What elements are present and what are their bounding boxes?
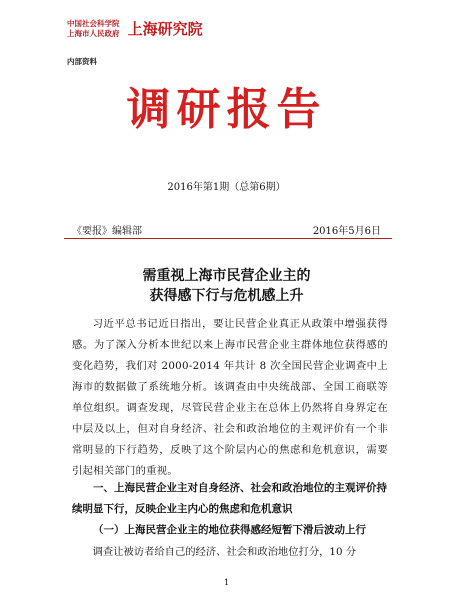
intro-paragraph: 习近平总书记近日指出，要让民营企业真正从政策中增强获得感。为了深入分析本世纪以来上海市民营企业主群体地位获得感的变化趋势，我们对 2000-2014 年共计 8 次全国民营企业调查中上海市的数据做了系统地分析。该调查由中央统战部、全国工商联等单位组织。调查发现，尽管民营企业主在总体上仍然将自身界定在中层及以上，但对自身经济、社会和政治地位的主观评价有一个非常明显的下行趋势，反映了这个阶层内心的焦虑和危机意识，需要引起相关部门的重视。 (72, 318, 388, 477)
header-divider (64, 238, 392, 239)
institution-sponsors (67, 19, 120, 39)
article-title-line-2: 获得感下行与危机感上升 (149, 288, 304, 304)
issue-number: 2016年第1期（总第6期） (167, 182, 286, 193)
page-number: 1 (223, 578, 230, 587)
body-paragraph: 调查让被访者给自己的经济、社会和政治地位打分，10 分 (92, 546, 357, 558)
institution-line-1: 中国社会科学院 (67, 19, 120, 28)
article-title (0, 266, 453, 306)
report-title: 调研报告 (126, 84, 327, 135)
institution-line-2: 上海市人民政府 (67, 29, 120, 38)
internal-label: 内部资料 (67, 57, 97, 66)
subsection-heading-1: （一）上海民营企业主的地位获得感经短暂下滑后波动上行 (93, 524, 366, 536)
institution-header (67, 19, 203, 39)
editor-label: 《要报》编辑部 (72, 226, 142, 237)
article-title-line-1: 需重视上海市民营企业主的 (142, 268, 311, 284)
report-date: 2016年5月6日 (312, 226, 381, 237)
institution-name: 上海研究院 (127, 20, 203, 38)
section-heading-1: 一、上海民营企业主对自身经济、社会和政治地位的主观评价持续明显下行，反映企业主内心的焦虑和危机意识 (72, 482, 387, 515)
